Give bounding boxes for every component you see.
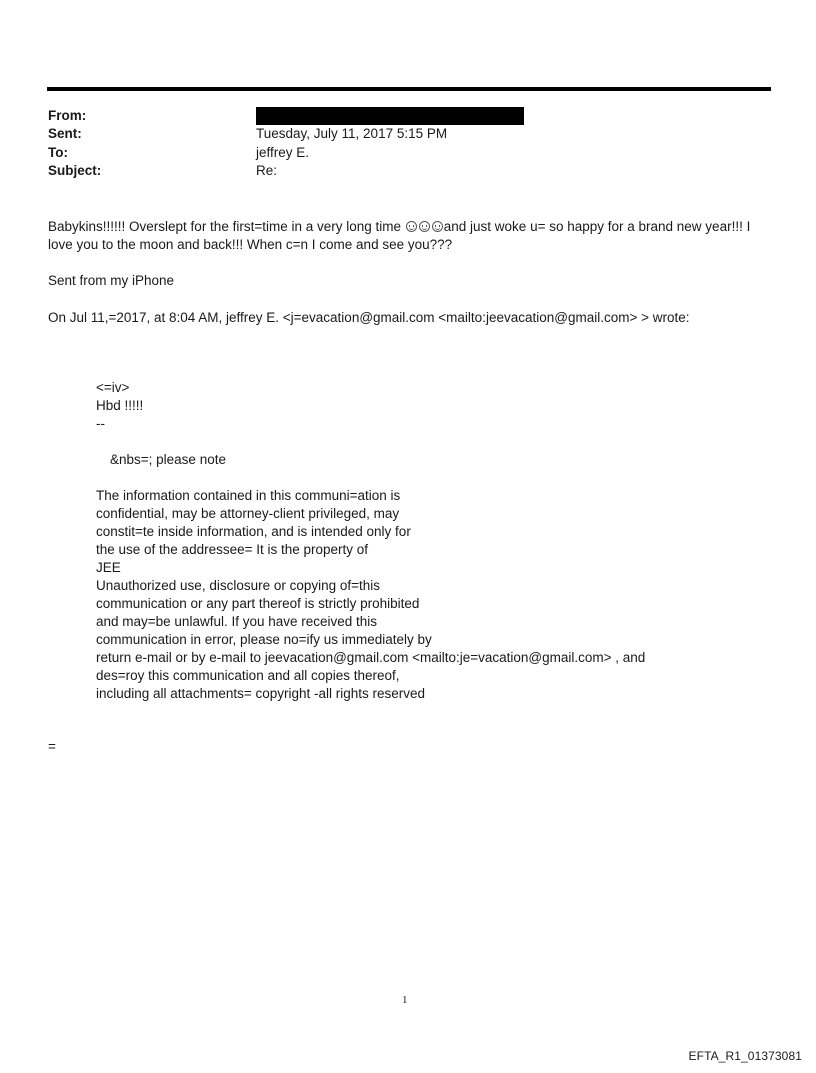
sent-label: Sent:: [48, 126, 82, 141]
trailer-char: =: [48, 739, 56, 754]
to-row: [48, 144, 748, 162]
message-line-1: [48, 218, 750, 236]
sent-row: [48, 125, 748, 143]
signature-line: Sent from my iPhone: [48, 273, 175, 288]
disclaimer-line: The information contained in this communi=ation is: [96, 488, 401, 503]
to-label: To:: [48, 145, 68, 160]
message-line-1-end: and just woke u= so happy for a brand new year!!! I: [443, 219, 751, 234]
message-line-2: love you to the moon and back!!! When c=n I come and see you???: [48, 237, 453, 252]
quoted-please-note: &nbs=; please note: [110, 452, 226, 467]
disclaimer-line: communication in error, please no=ify us immediately by: [96, 632, 432, 647]
disclaimer-line: and may=be unlawful. If you have received this: [96, 614, 378, 629]
subject-label: Subject:: [48, 163, 102, 178]
subject-value: Re:: [256, 163, 278, 178]
from-label: From:: [48, 108, 87, 123]
disclaimer-line: des=roy this communication and all copies thereof,: [96, 668, 400, 683]
disclaimer-line: the use of the addressee= It is the property of: [96, 542, 369, 557]
disclaimer-line: JEE: [96, 560, 121, 575]
smiley-icon: [432, 221, 443, 232]
message-line-1-start: Babykins!!!!!! Overslept for the first=time in a very long time: [48, 219, 405, 234]
redaction-bar: [256, 107, 524, 125]
disclaimer-line: return e-mail or by e-mail to jeevacation@gmail.com <mailto:je=vacation@gmail.com> , and: [96, 650, 646, 665]
quoted-greeting: Hbd !!!!!: [96, 398, 144, 413]
smiley-icon: [406, 221, 417, 232]
subject-row: [48, 162, 748, 180]
page-number: 1: [402, 994, 408, 1006]
document-id: EFTA_R1_01373081: [688, 1049, 802, 1063]
disclaimer-line: Unauthorized use, disclosure or copying of=this: [96, 578, 381, 593]
header-rule: [47, 87, 771, 91]
disclaimer-line: communication or any part thereof is strictly prohibited: [96, 596, 420, 611]
sent-value: Tuesday, July 11, 2017 5:15 PM: [256, 126, 448, 141]
disclaimer-line: including all attachments= copyright -all rights reserved: [96, 686, 426, 701]
disclaimer-line: confidential, may be attorney-client privileged, may: [96, 506, 400, 521]
reply-header: On Jul 11,=2017, at 8:04 AM, jeffrey E. <j=evacation@gmail.com <mailto:jeevacation@gmail.com> > wrote:: [48, 310, 690, 325]
disclaimer-line: constit=te inside information, and is intended only for: [96, 524, 411, 539]
to-value: jeffrey E.: [256, 145, 310, 160]
quoted-dashes: --: [96, 416, 105, 431]
smiley-icon: [419, 221, 430, 232]
quoted-div-tag: <=iv>: [96, 380, 130, 395]
